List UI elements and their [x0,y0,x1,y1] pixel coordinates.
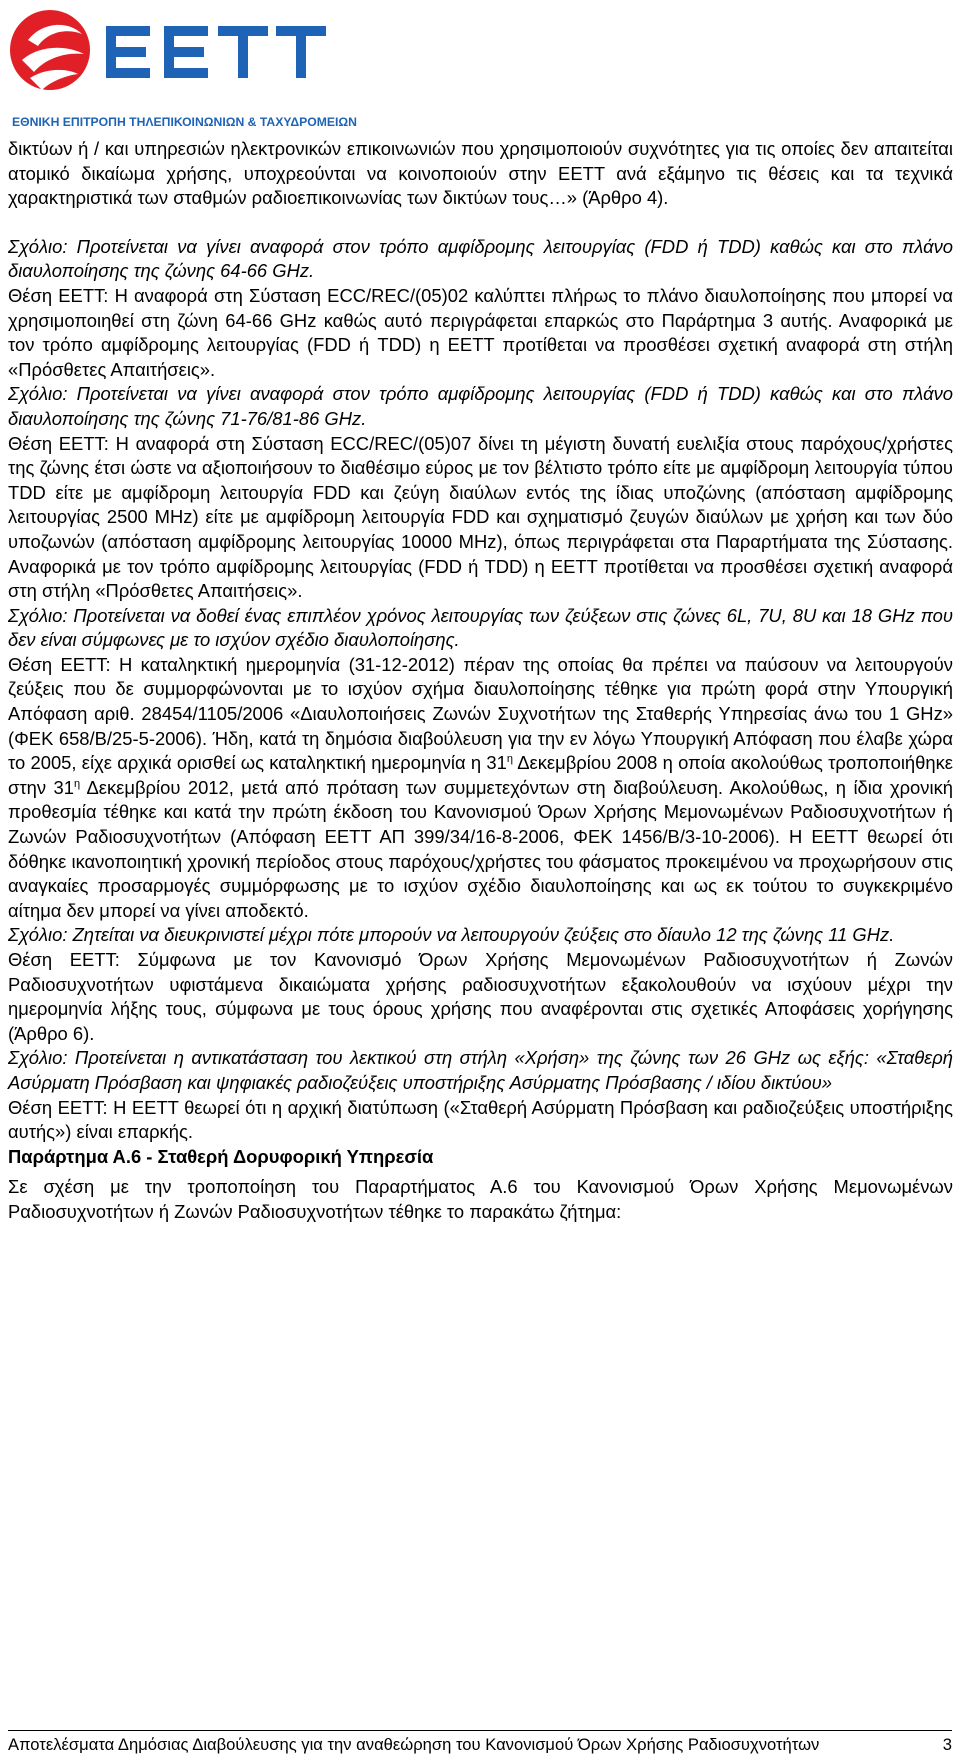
section-heading-annex-a6: Παράρτημα Α.6 - Σταθερή Δορυφορική Υπηρεσία [8,1145,434,1167]
page-footer [8,1730,952,1755]
superscript: η [73,777,81,790]
document-body [8,137,953,1225]
eett-position-extra-time [8,653,953,924]
position-text-part-1: Θέση ΕΕΤΤ: Η καταληκτική ημερομηνία (31-12-2012) πέραν της οποίας θα πρέπει να παύσουν να λειτουργούν ζεύξεις που δε συμμορφώνονται με το ισχύον σχήμα διαυλοποίησης τέθηκε για πρώτη φορά στην Υπουργική Απόφαση αριθ. 28454/1105/2006 «Διαυλοποιήσεις Ζωνών Συχνοτήτων της Σταθερής Υπηρεσίας άνω του 1 GHz» (ΦΕΚ 658/Β/25-5-2006). Ήδη, κατά τη δημόσια διαβούλευση για την εν λόγω Υπουργική Απόφαση που έλαβε χώρα το 2005, είχε αρχικά ορισθεί ως καταληκτική ημερομηνία η 31 [8,653,953,774]
comment-71-76-81-86ghz: Σχόλιο: Προτείνεται να γίνει αναφορά στον τρόπο αμφίδρομης λειτουργίας (FDD ή TDD) καθώς και στο πλάνο διαυλοποίησης της ζώνης 71-76/81-86 GHz. [8,383,953,429]
comment-extra-time: Σχόλιο: Προτείνεται να δοθεί ένας επιπλέον χρόνος λειτουργίας των ζεύξεων στις ζώνες 6L, 7U, 8U και 18 GHz που δεν είναι σύμφωνες με το ισχύον σχέδιο διαυλοποίησης. [8,604,953,651]
paragraph-intro: δικτύων ή / και υπηρεσιών ηλεκτρονικών επικοινωνιών που χρησιμοποιούν συχνότητες για τις οποίες δεν απαιτείται ατομικό δικαίωμα χρήσης, υποχρεούνται να κοινοποιούν στην ΕΕΤΤ ανά εξάμηνο τις θέσεις και τα τεχνικά χαρακτηριστικά των σταθμών ραδιοεπικοινωνίας των δικτύων τους…» (Άρθρο 4). [8,138,953,209]
eett-position-71-76-81-86ghz: Θέση ΕΕΤΤ: Η αναφορά στη Σύσταση ECC/REC/(05)07 δίνει τη μέγιστη δυνατή ευελιξία στους παρόχους/χρήστες της ζώνης έτσι ώστε να αξιοποιήσουν το διαθέσιμο εύρος με τον βέλτιστο τρόπο είτε με αμφίδρομη λειτουργία τύπου TDD είτε με αμφίδρομη λειτουργία FDD και ζεύγη διαύλων εντός της ίδιας υποζώνης (απόσταση αμφίδρομης λειτουργίας 2500 MHz) είτε με αμφίδρομη λειτουργία FDD και σχηματισμό ζευγών διαύλων με χρήση και των δύο υποζωνών (απόσταση αμφίδρομης λειτουργίας 10000 MHz), όπως περιγράφεται στα Παραρτήματα της Σύστασης. Αναφορικά με τον τρόπο αμφίδρομης λειτουργίας (FDD ή TDD) η ΕΕΤΤ προτίθεται να προσθέσει σχετική αναφορά στη στήλη «Πρόσθετες Απαιτήσεις». [8,432,953,602]
page-number: 3 [942,1735,952,1754]
logo-letters [106,26,326,78]
comment-11ghz-channel-12: Σχόλιο: Ζητείται να διευκρινιστεί μέχρι πότε μπορούν να λειτουργούν ζεύξεις στο δίαυλο 12 της ζώνης 11 GHz. [8,924,895,946]
eett-position-11ghz: Θέση ΕΕΤΤ: Σύμφωνα με τον Κανονισμό Όρων Χρήσης Μεμονωμένων Ραδιοσυχνοτήτων ή Ζωνών Ραδιοσυχνοτήτων υφιστάμενα δικαιώματα χρήσης ραδιοσυχνοτήτων εξακολουθούν να ισχύουν μέχρι την ημερομηνία λήξης τους, σύμφωνα με τους όρους χρήσης που αναφέρονται στις σχετικές Αποφάσεις χορήγησης (Άρθρο 6). [8,949,953,1044]
eett-position-64-66ghz: Θέση ΕΕΤΤ: Η αναφορά στη Σύσταση ECC/REC/(05)02 καλύπτει πλήρως το πλάνο διαυλοποίησης που μπορεί να χρησιμοποιηθεί στη ζώνη 64-66 GHz καθώς αυτό περιγράφεται επαρκώς στο Παράρτημα 3 αυτής. Αναφορικά με τον τρόπο αμφίδρομης λειτουργίας (FDD ή TDD) η ΕΕΤΤ προτίθεται να προσθέσει σχετική αναφορά στη στήλη «Πρόσθετες Απαιτήσεις». [8,284,953,380]
comment-26ghz-usage: Σχόλιο: Προτείνεται η αντικατάσταση του λεκτικού στη στήλη «Χρήση» της ζώνης των 26 GHz ως εξής: «Σταθερή Ασύρματη Πρόσβαση και ψηφιακές ραδιοζεύξεις υποστήριξης Ασύρματης Πρόσβασης / ιδίου δικτύου» [8,1047,953,1093]
position-text-part-2: Δεκεμβρίου 2008 η οποία ακολούθως τροποποιήθηκε στην 31 [8,752,953,798]
logo-subtitle: ΕΘΝΙΚΗ ΕΠΙΤΡΟΠΗ ΤΗΛΕΠΙΚΟΙΝΩΝΙΩΝ & ΤΑΧΥΔΡΟΜΕΙΩΝ [12,115,357,129]
position-text-part-3: Δεκεμβρίου 2012, μετά από πρόταση των συμμετεχόντων στη διαβούλευση. Ακολούθως, η ίδια χρονική προθεσμία τέθηκε και κατά την πρώτη έκδοση του Κανονισμού Όρων Χρήσης Μεμονωμένων Ραδιοσυχνοτήτων ή Ζωνών Ραδιοσυχνοτήτων (Απόφαση ΕΕΤΤ ΑΠ 399/34/16-8-2006, ΦΕΚ 1456/Β/3-10-2006). Η ΕΕΤΤ θεωρεί ότι δόθηκε ικανοποιητική χρονική περίοδος στους παρόχους/χρήστες του φάσματος προκειμένου να προχωρήσουν στις αναγκαίες προσαρμογές συμμόρφωσης με το ισχύον σχέδιο διαυλοποίησης και ως εκ τούτου το συγκεκριμένο αίτημα δεν μπορεί να γίνει αποδεκτό. [8,776,953,921]
eett-emblem-icon [10,10,90,90]
comment-64-66ghz: Σχόλιο: Προτείνεται να γίνει αναφορά στον τρόπο αμφίδρομης λειτουργίας (FDD ή TDD) καθώς και στο πλάνο διαυλοποίησης της ζώνης 64-66 GHz. [8,235,953,282]
eett-position-26ghz: Θέση ΕΕΤΤ: Η ΕΕΤΤ θεωρεί ότι η αρχική διατύπωση («Σταθερή Ασύρματη Πρόσβαση και ραδιοζεύξεις υποστήριξης αυτής») είναι επαρκής. [8,1096,953,1143]
paragraph-annex-a6: Σε σχέση με την τροποποίηση του Παραρτήματος Α.6 του Κανονισμού Όρων Χρήσης Μεμονωμένων Ραδιοσυχνοτήτων ή Ζωνών Ραδιοσυχνοτήτων τέθηκε το παρακάτω ζήτημα: [8,1176,953,1222]
superscript: η [506,753,513,766]
footer-title: Αποτελέσματα Δημόσιας Διαβούλευσης για την αναθεώρηση του Κανονισμού Όρων Χρήσης Ραδιοσυχνοτήτων [8,1735,820,1754]
eett-logo [8,4,388,132]
